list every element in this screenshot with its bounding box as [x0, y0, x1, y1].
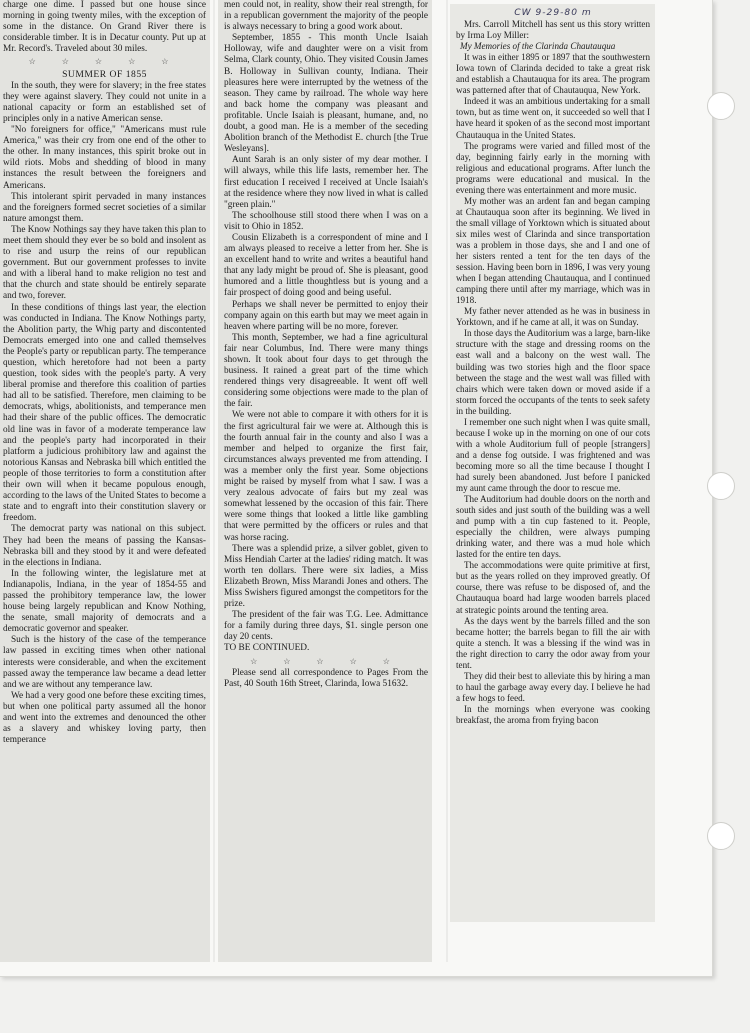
- star-divider: ☆ ☆ ☆ ☆ ☆: [28, 57, 181, 67]
- paragraph: Aunt Sarah is an only sister of my dear mother. I will always, while this life lasts, remember her. The first education I received I received at Uncle Isaiah's at the residence where they now lived in what is called "green plain.": [224, 155, 428, 210]
- paragraph: I remember one such night when I was quite small, because I woke up in the morning on one of our cots with a whole Auditorium full of people [strangers] and a dense fog outside. I was frightened and was becoming more so all the time because I thought I had surely been abandoned. Just before I panicked my aunt came through the door to rescue me.: [456, 416, 650, 494]
- paragraph: There was a splendid prize, a silver goblet, given to Miss Hendiah Carter at the ladies' riding match. It was worth ten dollars. There were six ladies, a Miss Elizabeth Brown, Miss Marandi Jones and others. The Miss Swishers figured amongst the competitors for the prize.: [224, 543, 428, 610]
- paragraph: Indeed it was an ambitious undertaking for a small town, but as time went on, it succeeded so well that I have heard it spoken of as the second most important Chautauqua in the United States.: [456, 96, 650, 140]
- paragraph: The Know Nothings say they have taken this plan to meet them should they ever be so bold and insolent as to rise and usurp the reins of our republican government. But our government professes to invite and with a liberal hand to make religion no test and that the church and state should be entirely separate and two, forever.: [3, 224, 206, 302]
- paragraph: The president of the fair was T.G. Lee. Admittance for a family during three days, $1. single person one day 20 cents.: [224, 610, 428, 643]
- handwritten-date: CW 9-29-80 m: [514, 8, 592, 18]
- paragraph: My father never attended as he was in business in Yorktown, and if he came at all, it was on Sunday.: [456, 306, 650, 328]
- byline: Mrs. Carroll Mitchell has sent us this story written by Irma Loy Miller:: [456, 19, 650, 41]
- paragraph: We were not able to compare it with others for it is the first agricultural fair we were at. Although this is the fourth annual fair in the county and also I was a member and helped to organize the first fair, circumstances always prevented me from attending. I was a member only the first year. Some objections might be raised by myself from what I saw. I was a very zealous advocate of fairs but my zeal was somewhat lessened by the occasion of this fair. There were some things that looked a little like gambling that were permitted by the officers or rules and that was horse racing.: [224, 410, 428, 543]
- correspondence-note: Please send all correspondence to Pages From the Past, 40 South 16th Street, Clarinda, Iowa 51632.: [224, 667, 428, 689]
- clipping-middle-column: [218, 0, 432, 962]
- paragraph: In the south, they were for slavery; in the free states they were against slavery. They could not unite in a national capacity or form an established set of principles only in a native American sense.: [3, 80, 206, 124]
- paragraph: charge one dime. I passed but one house since morning in going twenty miles, with the exception of some in the distance. On Grand River there is considerable timber. It is in Decatur county. Put up at Mr. Record's. Traveled about 30 miles.: [3, 0, 206, 55]
- paragraph: This month, September, we had a fine agricultural fair near Columbus, Ind. There were many things shown. It took about four days to get through the business. It rained a great part of the time which rendered things very disagreeable. It went off well considering some objections were made to the plan of the fair.: [224, 332, 428, 410]
- right-column-text: [450, 4, 655, 726]
- article-subtitle: My Memories of the Clarinda Chautauqua: [460, 41, 616, 52]
- column-gap-shadow: [213, 0, 215, 962]
- column-gap-shadow: [446, 0, 448, 962]
- paragraph: Perhaps we shall never be permitted to enjoy their company again on this earth but may we meet again in heaven where parting will be no more, forever.: [224, 299, 428, 332]
- paragraph: Cousin Elizabeth is a correspondent of mine and I am always pleased to receive a letter from her. She is an excellent hand to write and writes a beautiful hand that any lady might be proud of. She is pleasant, good humored and a little thoughtless but is young and a fair prospect of doing good and being useful.: [224, 232, 428, 299]
- paragraph: The Auditorium had double doors on the north and south sides and just south of the building was a well and pump with a tin cup fastened to it. People, especially the children, were always pumping drinking water, and there was a mud hole which lasted for the entire ten days.: [456, 494, 650, 560]
- paragraph: In the mornings when everyone was cooking breakfast, the aroma from frying bacon: [456, 703, 650, 725]
- paragraph: September, 1855 - This month Uncle Isaiah Holloway, wife and daughter were on a visit from Selma, Clark county, Ohio. They visited Cousin James B. Holloway in Sullivan county, Indiana. Their pleasures here were interrupted by the wetness of the season. They came by railroad. The whole way here and back home the company was pleasant and profitable. Uncle Isaiah is pleasant, humane, and, no doubt, a good man. He is a member of the seceding Abolition branch of the Methodist E. church [the True Wesleyans].: [224, 33, 428, 155]
- paragraph: "No foreigners for office," "Americans must rule America," was their cry from one end of the other to the other. In many instances, this spirit broke out in wild riots. Mobs and shedding of blood in many instances the result between the foreigners and Americans.: [3, 125, 206, 191]
- binder-hole: [707, 822, 735, 850]
- star-divider: ☆ ☆ ☆ ☆ ☆: [250, 656, 402, 666]
- paragraph: They did their best to alleviate this by hiring a man to haul the garbage away every day. I believe he had a few hogs to feed.: [456, 670, 650, 703]
- paragraph: As the days went by the barrels filled and the son became hotter; the barrels began to fill the air with quite a stench. It was a blessing if the wind was in the right direction to carry the odor away from your tent.: [456, 615, 650, 670]
- paragraph: men could not, in reality, show their real strength, for in a republican government the majority of the people is always necessary to bring a good work about.: [224, 0, 428, 33]
- paragraph: This intolerant spirit pervaded in many instances and the foreigners formed secret societies of a similar nature amongst them.: [3, 191, 206, 224]
- left-column-text: [0, 0, 210, 746]
- paragraph: In the following winter, the legislature met at Indianapolis, Indiana, in the year of 1854-55 and passed the prohibitory temperance law, the lower house being largely republican and Know Nothing, the senate, small majority of democrats and a democratic governor and speaker.: [3, 568, 206, 635]
- binder-hole: [707, 92, 735, 120]
- paragraph: The schoolhouse still stood there when I was on a visit to Ohio in 1852.: [224, 210, 428, 232]
- paragraph: In these conditions of things last year, the election was conducted in Indiana. The Know Nothings party, the Abolition party, the Whig party and discontented Democrats emerged into one and called themselves the People's party or republican party. The temperance question, which heretofore had not been a party question, took sides with the people's party. A very liberal promise and therefore this coalition of parties had all to be satisfied. Therefore, men claiming to be democrats, whigs, abolitionists, and temperance men had their share of the public offices. The democratic old line was in favor of a moderate temperance law and the people's party had incorporated in their platform a judicious prohibitory law and against the notorious Kansas and Nebraska bill which entitled the people of those territories to form a constitution after their own will when it became populous enough, according to the laws of the United States to become a state and to engraft into their constitution slavery or freedom.: [3, 302, 206, 524]
- paragraph: My mother was an ardent fan and began camping at Chautauqua soon after its beginning. We lived in the small village of Yorktown which is situated about six miles west of Clarinda and since transportation was a problem in those days, she and I and one of her sisters rented a tent for the ten days of the session. Having been born in 1896, I was very young when I began attending Chautauqua, and I continued camping there until after my marriage, which was in 1918.: [456, 195, 650, 306]
- paragraph: The programs were varied and filled most of the day, beginning fairly early in the morning with religious and educational programs. After lunch the programs were educational and musical. In the evening there was entertainment and more music.: [456, 140, 650, 195]
- paragraph: The democrat party was national on this subject. They had been the means of passing the Kansas-Nebraska bill and they stood by it and were defeated in the elections in Indiana.: [3, 524, 206, 568]
- section-heading: SUMMER OF 1855: [62, 68, 147, 80]
- binder-hole: [707, 472, 735, 500]
- clipping-left-column: [0, 0, 210, 962]
- middle-column-text: [218, 0, 432, 690]
- clipping-right-column: [450, 4, 655, 922]
- paragraph: We had a very good one before these exciting times, but when one political party assumed all the honor and went into the extremes and denounced the other as a slavery and whiskey loving party, then temperance: [3, 690, 206, 746]
- paragraph: It was in either 1895 or 1897 that the southwestern Iowa town of Clarinda decided to take a great risk and establish a Chautauqua for its area. The program was patterned after that of Chautauqua, New York.: [456, 52, 650, 96]
- paragraph: Such is the history of the case of the temperance law passed in exciting times when other national interests were considerable, and when the excitement passed away the temperance law became a dead letter and we are without any temperance law.: [3, 635, 206, 690]
- paragraph: In those days the Auditorium was a large, barn-like structure with the stage and dressing rooms on the east wall and a balcony on the west wall. The building was two stories high and the floor space between the stage and the west wall was filled with chairs which were taken down or moved aside if a storm forced the occupants of the tents to seek safety in the building.: [456, 328, 650, 416]
- to-be-continued-note: TO BE CONTINUED.: [224, 643, 310, 654]
- paragraph: The accommodations were quite primitive at first, but as the years rolled on they improved greatly. Of course, there was refuse to be disposed of, and the Chautauqua board had large wooden barrels placed at strategic points around the tenting area.: [456, 560, 650, 615]
